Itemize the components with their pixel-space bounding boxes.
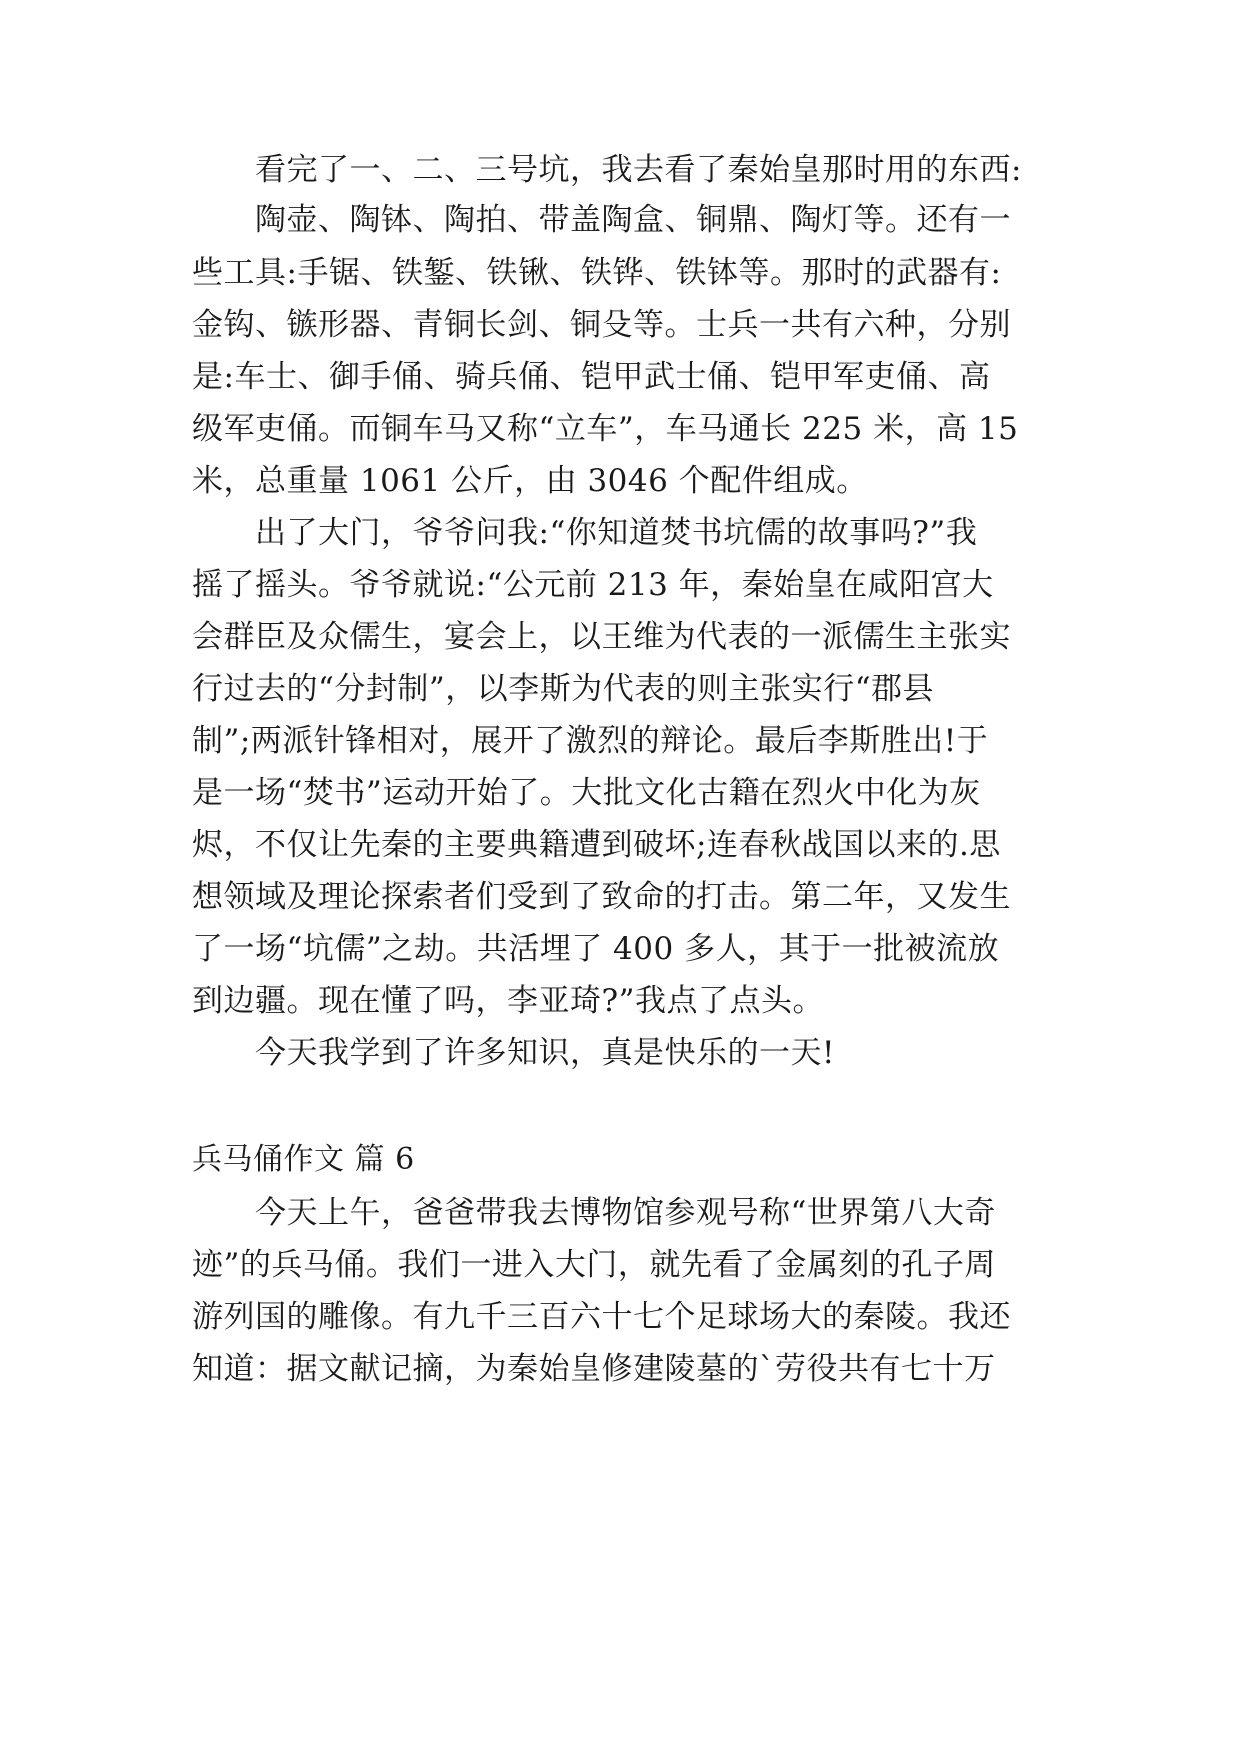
paragraph-line: 是一场“焚书”运动开始了。大批文化古籍在烈火中化为灰 [192,775,981,811]
section-heading: 兵马俑作文 篇 6 [192,1142,415,1177]
paragraph-line: 迹”的兵马俑。我们一进入大门，就先看了金属刻的孔子周 [192,1247,996,1283]
paragraph-line: 摇了摇头。爷爷就说:“公元前 213 年，秦始皇在咸阳宫大 [192,567,994,603]
paragraph-line: 制”;两派针锋相对，展开了激烈的辩论。最后李斯胜出!于 [192,723,989,759]
paragraph-line: 金钩、镞形器、青铜长剑、铜殳等。士兵一共有六种，分别 [192,307,1011,343]
paragraph-line: 了一场“坑儒”之劫。共活埋了 400 多人，其于一批被流放 [192,931,1000,967]
paragraph-line: 些工具:手锯、铁錾、铁锹、铁铧、铁钵等。那时的武器有: [192,255,1002,291]
paragraph-line: 到边疆。现在懂了吗，李亚琦?”我点了点头。 [192,983,824,1019]
paragraph-line: 行过去的“分封制”，以李斯为代表的则主张实行“郡县 [192,671,935,707]
paragraph-line: 烬，不仅让先秦的主要典籍遭到破坏;连春秋战国以来的.思 [192,827,1001,863]
paragraph-line: 出了大门，爷爷问我:“你知道焚书坑儒的故事吗?”我 [255,515,978,551]
paragraph-line: 是:车士、御手俑、骑兵俑、铠甲武士俑、铠甲军吏俑、高 [192,359,991,395]
paragraph-line: 知道：据文献记摘，为秦始皇修建陵墓的`劳役共有七十万 [192,1351,996,1387]
paragraph-line: 想领域及理论探索者们受到了致命的打击。第二年，又发生 [192,879,1011,915]
paragraph-line: 级军吏俑。而铜车马又称“立车”，车马通长 225 米，高 15 [192,411,1019,447]
paragraph-line: 今天上午，爸爸带我去博物馆参观号称“世界第八大奇 [255,1195,996,1231]
paragraph-line: 今天我学到了许多知识，真是快乐的一天! [255,1035,835,1071]
paragraph-line: 会群臣及众儒生，宴会上，以王维为代表的一派儒生主张实 [192,619,1011,655]
paragraph-line: 游列国的雕像。有九千三百六十七个足球场大的秦陵。我还 [192,1299,1011,1335]
paragraph-line: 看完了一、二、三号坑，我去看了秦始皇那时用的东西: [255,152,1022,188]
paragraph-line: 米，总重量 1061 公斤，由 3046 个配件组成。 [192,463,868,499]
paragraph-line: 陶壶、陶钵、陶拍、带盖陶盒、铜鼎、陶灯等。还有一 [255,202,1011,238]
